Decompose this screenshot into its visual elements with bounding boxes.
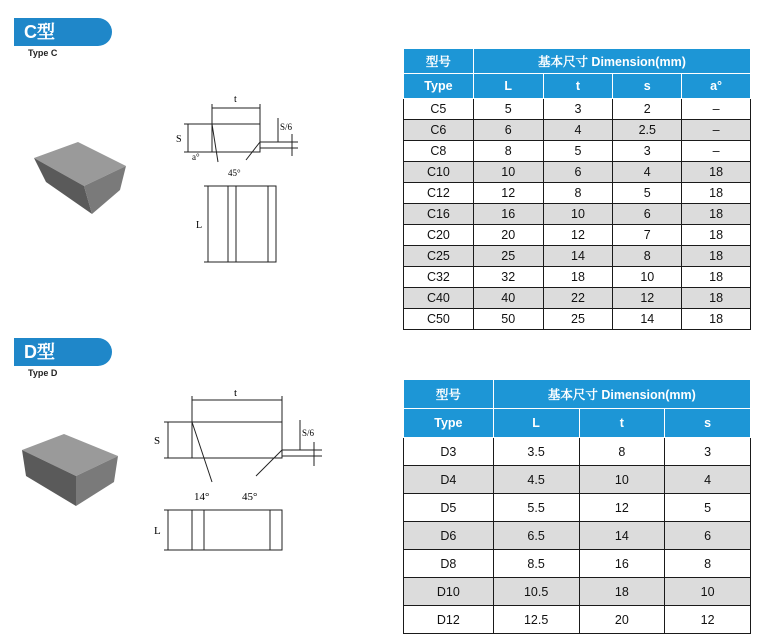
type-d-table <box>403 379 751 634</box>
table-row <box>404 99 751 120</box>
type-cell: C20 <box>404 225 474 246</box>
table-row <box>404 183 751 204</box>
section-c-subtitle: Type C <box>28 48 58 58</box>
value-cell-a: 18 <box>682 204 751 225</box>
value-cell-l: 32 <box>473 267 543 288</box>
d-dim-s: S <box>154 435 161 447</box>
section-d-title: D型 <box>24 342 55 362</box>
type-cell: C12 <box>404 183 474 204</box>
type-cell: C8 <box>404 141 474 162</box>
c-dim-l: L <box>196 220 203 231</box>
table-row <box>404 204 751 225</box>
value-cell-s: 6 <box>665 522 751 550</box>
table-row <box>404 267 751 288</box>
value-cell-t: 12 <box>543 225 613 246</box>
value-cell-t: 20 <box>579 606 665 634</box>
value-cell-s: 2 <box>613 99 682 120</box>
value-cell-l: 12.5 <box>493 606 579 634</box>
value-cell-l: 8 <box>473 141 543 162</box>
value-cell-t: 14 <box>543 246 613 267</box>
value-cell-s: 5 <box>665 494 751 522</box>
c-col-t: t <box>543 74 613 99</box>
value-cell-a: 18 <box>682 225 751 246</box>
c-type-cn: 型号 <box>425 55 451 69</box>
value-cell-s: 12 <box>665 606 751 634</box>
value-cell-a: 18 <box>682 246 751 267</box>
value-cell-s: 12 <box>613 288 682 309</box>
type-cell: D12 <box>404 606 494 634</box>
type-c-drawing <box>168 90 308 270</box>
d-type-en: Type <box>404 409 494 438</box>
c-dim-45: 45° <box>228 168 241 178</box>
value-cell-l: 3.5 <box>493 438 579 466</box>
section-c-badge <box>14 18 112 46</box>
type-c-insert-image <box>30 138 130 216</box>
c-type-header <box>404 49 474 74</box>
value-cell-t: 5 <box>543 141 613 162</box>
value-cell-t: 18 <box>579 578 665 606</box>
c-col-l: L <box>473 74 543 99</box>
table-row <box>404 288 751 309</box>
value-cell-t: 8 <box>579 438 665 466</box>
value-cell-l: 5.5 <box>493 494 579 522</box>
type-cell: D8 <box>404 550 494 578</box>
value-cell-l: 10.5 <box>493 578 579 606</box>
d-dim-s6: S/6 <box>302 428 315 438</box>
type-cell: D6 <box>404 522 494 550</box>
value-cell-l: 6 <box>473 120 543 141</box>
value-cell-t: 14 <box>579 522 665 550</box>
value-cell-a: – <box>682 99 751 120</box>
value-cell-s: 5 <box>613 183 682 204</box>
type-cell: C50 <box>404 309 474 330</box>
table-row <box>404 309 751 330</box>
value-cell-l: 50 <box>473 309 543 330</box>
type-cell: C5 <box>404 99 474 120</box>
value-cell-t: 16 <box>579 550 665 578</box>
type-cell: C25 <box>404 246 474 267</box>
d-dim-t: t <box>234 387 238 399</box>
type-cell: C40 <box>404 288 474 309</box>
value-cell-s: 4 <box>613 162 682 183</box>
value-cell-l: 20 <box>473 225 543 246</box>
section-c-title: C型 <box>24 22 55 42</box>
c-dimension-header: 基本尺寸 Dimension(mm) <box>473 49 750 74</box>
value-cell-l: 16 <box>473 204 543 225</box>
value-cell-t: 4 <box>543 120 613 141</box>
value-cell-l: 5 <box>473 99 543 120</box>
value-cell-s: 3 <box>613 141 682 162</box>
c-type-en: Type <box>404 74 474 99</box>
value-cell-s: 10 <box>613 267 682 288</box>
table-row <box>404 606 751 634</box>
type-cell: D10 <box>404 578 494 606</box>
value-cell-s: 4 <box>665 466 751 494</box>
section-d-badge <box>14 338 112 366</box>
d-type-header <box>404 380 494 409</box>
type-cell: C10 <box>404 162 474 183</box>
c-col-s: s <box>613 74 682 99</box>
value-cell-s: 6 <box>613 204 682 225</box>
value-cell-a: 18 <box>682 288 751 309</box>
value-cell-t: 3 <box>543 99 613 120</box>
d-dimension-header: 基本尺寸 Dimension(mm) <box>493 380 750 409</box>
value-cell-t: 10 <box>579 466 665 494</box>
section-d-subtitle: Type D <box>28 368 58 378</box>
d-type-cn: 型号 <box>435 388 461 402</box>
table-row <box>404 141 751 162</box>
value-cell-l: 8.5 <box>493 550 579 578</box>
c-col-a: a° <box>682 74 751 99</box>
type-cell: D3 <box>404 438 494 466</box>
type-d-drawing <box>150 386 330 556</box>
table-row <box>404 246 751 267</box>
value-cell-l: 40 <box>473 288 543 309</box>
value-cell-a: 18 <box>682 183 751 204</box>
value-cell-l: 6.5 <box>493 522 579 550</box>
c-dim-t: t <box>234 94 237 105</box>
value-cell-l: 12 <box>473 183 543 204</box>
value-cell-t: 8 <box>543 183 613 204</box>
type-d-insert-image <box>18 430 122 508</box>
d-col-t: t <box>579 409 665 438</box>
table-row <box>404 120 751 141</box>
c-dim-s: S <box>176 134 182 145</box>
type-cell: C6 <box>404 120 474 141</box>
value-cell-l: 4.5 <box>493 466 579 494</box>
type-cell: D5 <box>404 494 494 522</box>
d-col-s: s <box>665 409 751 438</box>
value-cell-a: 18 <box>682 309 751 330</box>
value-cell-s: 7 <box>613 225 682 246</box>
table-row <box>404 522 751 550</box>
d-dim-45: 45° <box>242 491 258 503</box>
d-dim-l: L <box>154 525 161 537</box>
value-cell-a: 18 <box>682 267 751 288</box>
value-cell-s: 10 <box>665 578 751 606</box>
table-row <box>404 162 751 183</box>
value-cell-l: 25 <box>473 246 543 267</box>
table-row <box>404 550 751 578</box>
value-cell-s: 8 <box>613 246 682 267</box>
value-cell-t: 22 <box>543 288 613 309</box>
type-c-table <box>403 48 751 330</box>
type-cell: C32 <box>404 267 474 288</box>
value-cell-a: – <box>682 141 751 162</box>
value-cell-t: 12 <box>579 494 665 522</box>
value-cell-t: 6 <box>543 162 613 183</box>
value-cell-t: 18 <box>543 267 613 288</box>
value-cell-s: 3 <box>665 438 751 466</box>
value-cell-a: – <box>682 120 751 141</box>
value-cell-l: 10 <box>473 162 543 183</box>
d-col-l: L <box>493 409 579 438</box>
value-cell-s: 2.5 <box>613 120 682 141</box>
type-cell: C16 <box>404 204 474 225</box>
table-row <box>404 438 751 466</box>
type-cell: D4 <box>404 466 494 494</box>
c-dim-a: a° <box>192 152 200 162</box>
value-cell-t: 25 <box>543 309 613 330</box>
value-cell-a: 18 <box>682 162 751 183</box>
table-row <box>404 494 751 522</box>
table-row <box>404 578 751 606</box>
table-row <box>404 225 751 246</box>
value-cell-s: 14 <box>613 309 682 330</box>
value-cell-t: 10 <box>543 204 613 225</box>
d-dim-14: 14° <box>194 491 210 503</box>
c-dim-s6: S/6 <box>280 122 293 132</box>
table-row <box>404 466 751 494</box>
value-cell-s: 8 <box>665 550 751 578</box>
